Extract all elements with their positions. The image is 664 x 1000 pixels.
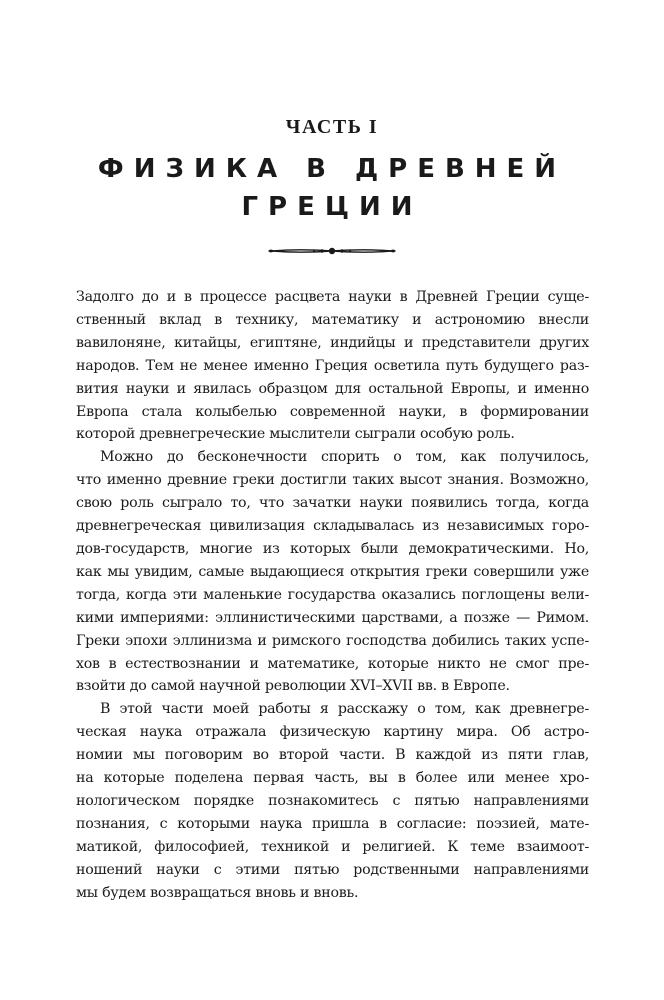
text-line: народов. Тем не менее именно Греция осветила путь будущего раз- xyxy=(76,357,589,374)
text-line: познания, с которыми наука пришла в согласие: поэзией, мате- xyxy=(76,815,589,832)
text-line: ношений науки с этими пятью родственными направлениями xyxy=(76,861,589,878)
text-line: что именно древние греки достигли таких высот знания. Возможно, xyxy=(76,472,589,489)
text-line: тогда, когда эти маленькие государства оказались поглощены вели- xyxy=(76,586,589,603)
paragraph-3 xyxy=(76,698,589,904)
text-line: взойти до самой научной революции XVI–XVII вв. в Европе. xyxy=(76,678,510,695)
paragraph-2 xyxy=(76,446,589,698)
text-line: матикой, философией, техникой и религией. К теме взаимоот- xyxy=(76,838,589,855)
text-line: мы будем возвращаться вновь и вновь. xyxy=(76,884,359,901)
text-line: древнегреческая цивилизация складывалась из независимых горо- xyxy=(76,518,589,535)
text-line: кими империями: эллинистическими царствами, а позже — Римом. xyxy=(76,609,589,626)
chapter-title-line-1: ФИЗИКА В ДРЕВНЕЙ xyxy=(97,154,567,184)
text-line: нологическом порядке познакомитесь с пятью направлениями xyxy=(76,792,589,809)
text-line: ческая наука отражала физическую картину мира. Об астро- xyxy=(76,724,589,741)
text-line: номии мы поговорим во второй части. В каждой из пяти глав, xyxy=(76,747,589,764)
text-line: Европа стала колыбелью современной науки, в формировании xyxy=(76,403,589,420)
text-line: как мы увидим, самые выдающиеся открытия греки совершили уже xyxy=(76,563,589,580)
flourish-divider-icon xyxy=(0,240,664,262)
text-line: которой древнегреческие мыслители сыграли особую роль. xyxy=(76,426,515,443)
text-line: В этой части моей работы я расскажу о том, как древнегре- xyxy=(100,701,589,718)
text-line: Греки эпохи эллинизма и римского господства добились таких успе- xyxy=(76,632,589,649)
text-line: Можно до бесконечности спорить о том, как получилось, xyxy=(100,449,589,466)
text-line: ственный вклад в технику, математику и астрономию внесли xyxy=(76,311,589,328)
text-line: вития науки и явилась образцом для остальной Европы, и именно xyxy=(76,380,589,397)
text-line: дов-государств, многие из которых были демократическими. Но, xyxy=(76,540,589,557)
part-label: ЧАСТЬ I xyxy=(285,116,379,138)
text-line: на которые поделена первая часть, вы в более или менее хро- xyxy=(76,770,589,787)
text-line: Задолго до и в процессе расцвета науки в Древней Греции суще- xyxy=(76,289,589,305)
text-line: вавилоняне, китайцы, египтяне, индийцы и представители других xyxy=(76,334,589,351)
chapter-title-line-2: ГРЕЦИИ xyxy=(241,192,423,222)
paragraph-1 xyxy=(76,286,589,446)
text-line: хов в естествознании и математике, которые никто не смог пре- xyxy=(76,655,589,672)
text-line: свою роль сыграло то, что зачатки науки появились тогда, когда xyxy=(76,495,589,512)
body-text xyxy=(76,286,589,904)
